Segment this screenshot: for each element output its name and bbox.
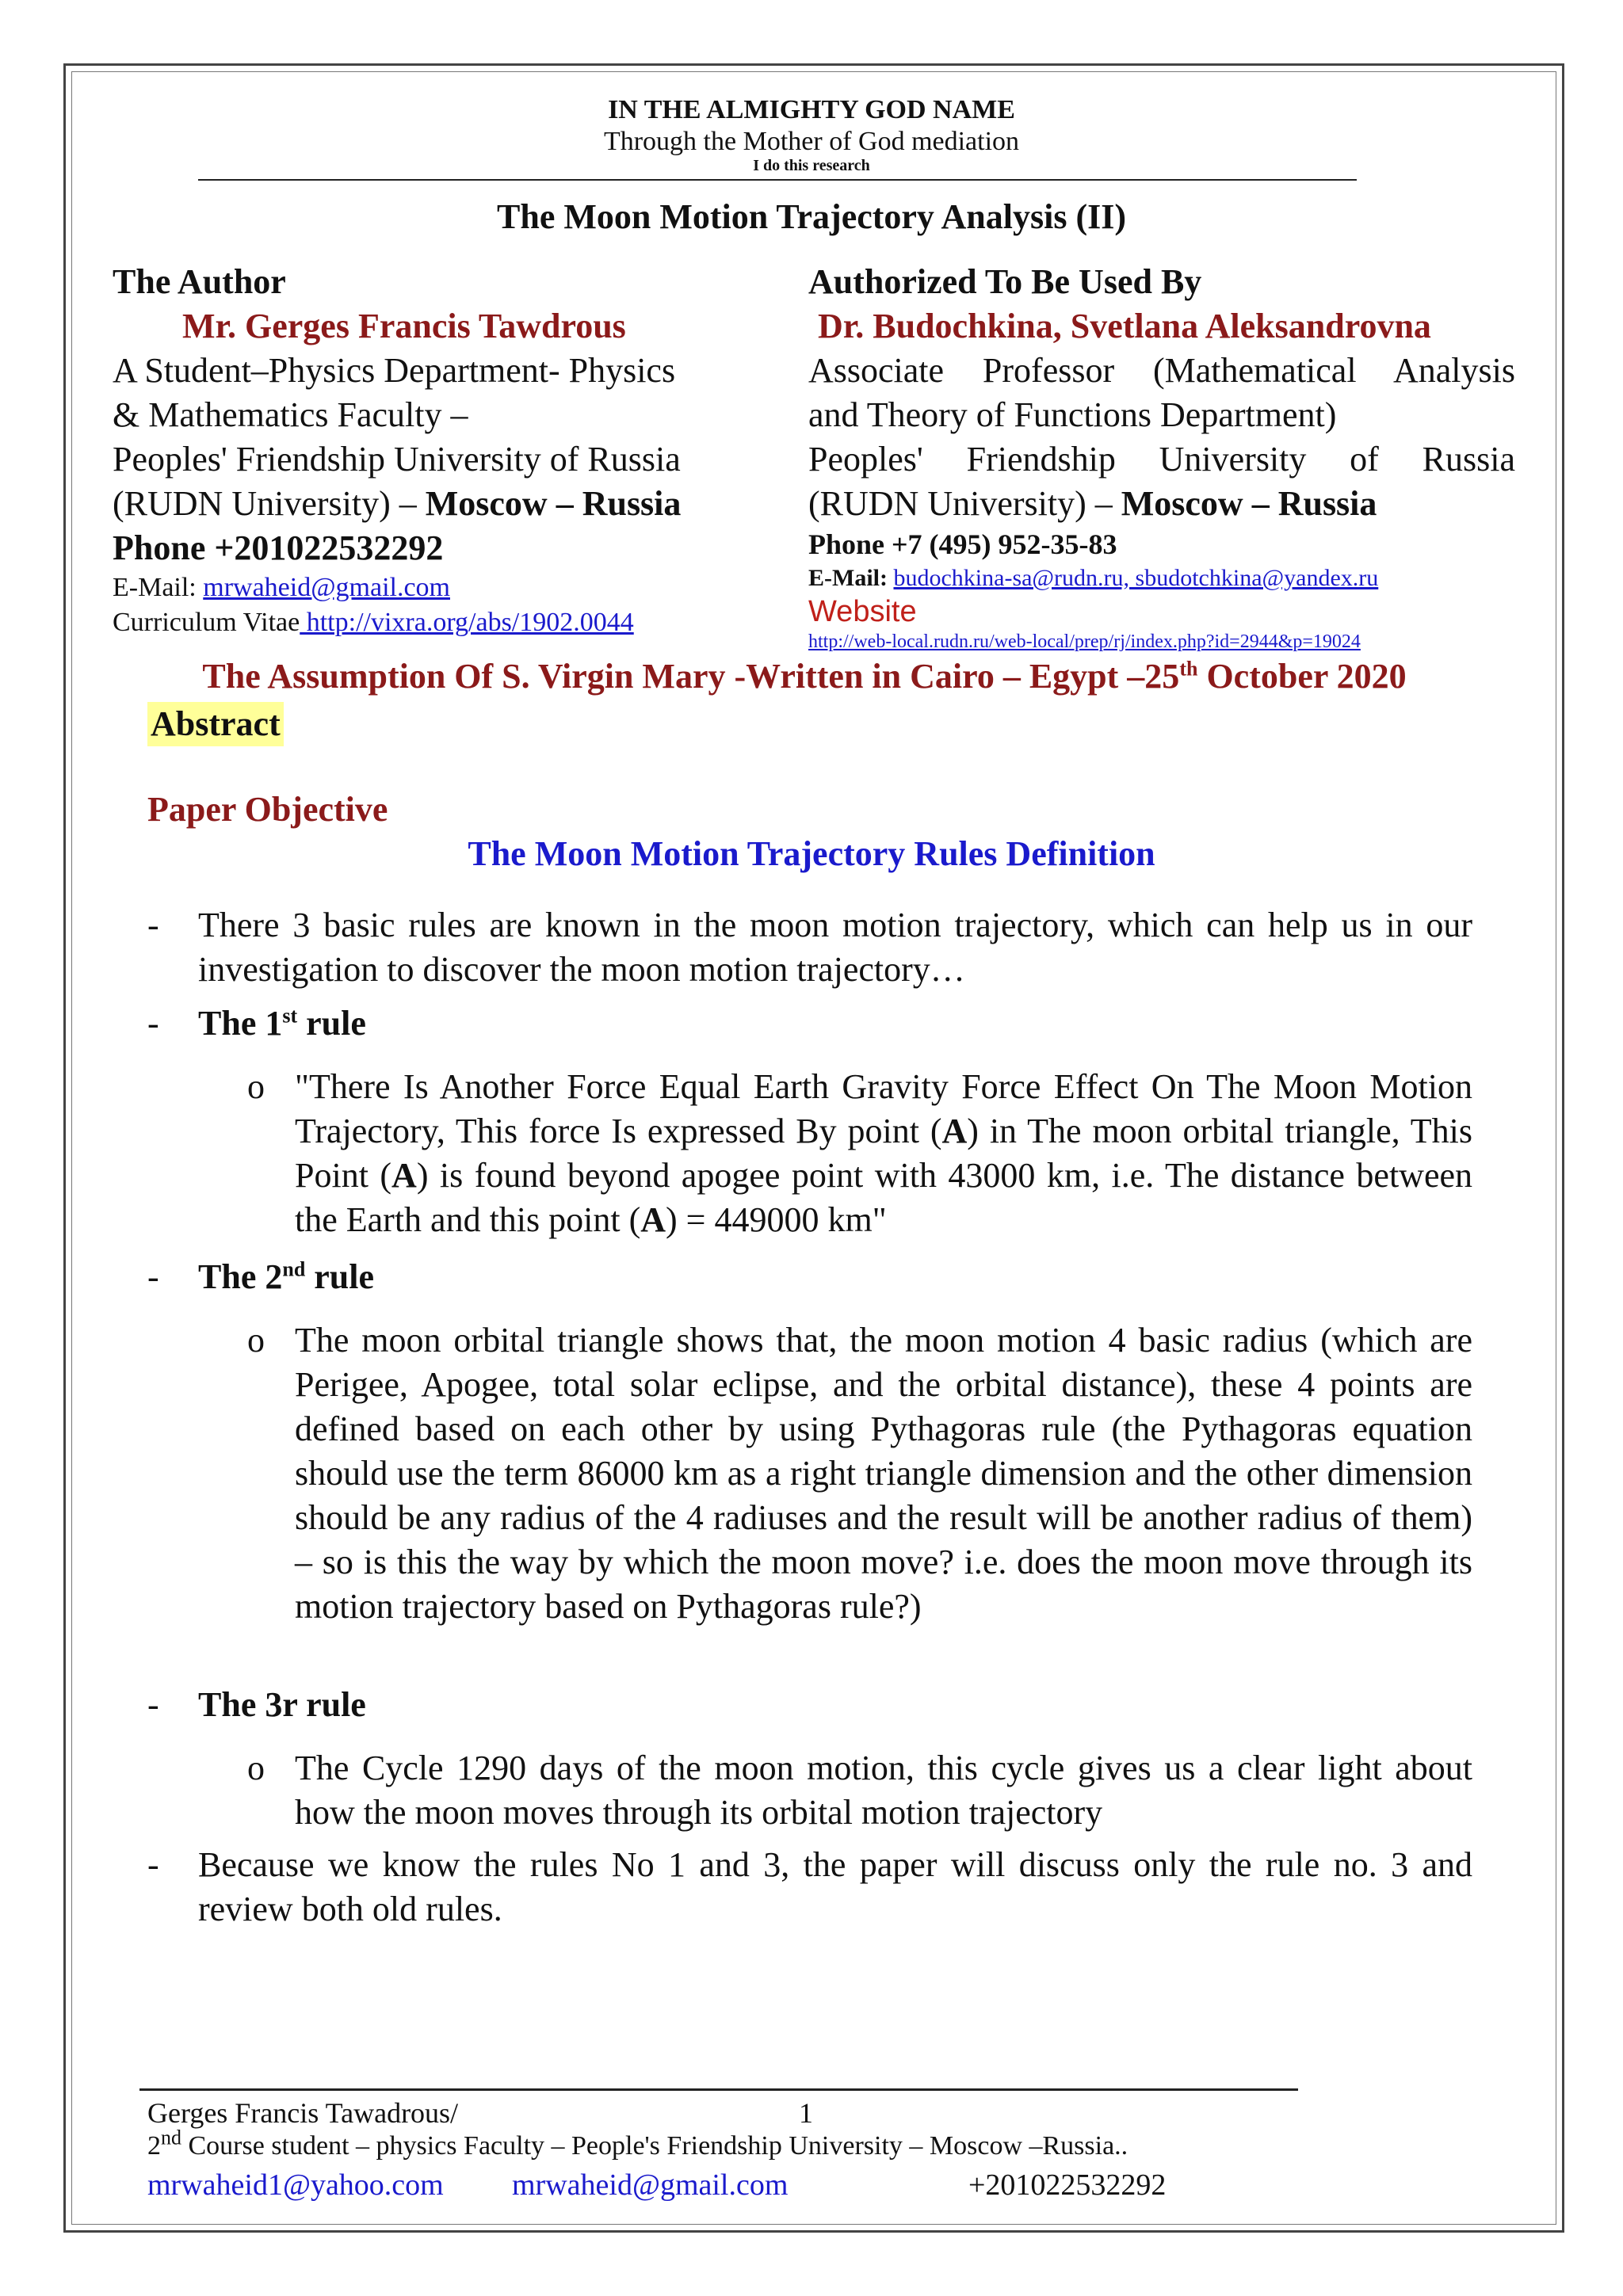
author-city: Moscow – Russia: [425, 484, 682, 523]
list-item-rule3: [147, 1683, 1472, 1727]
authorized-affiliation-3: Peoples' Friendship University of Russia: [808, 440, 1515, 479]
authorized-name: Dr. Budochkina, Svetlana Aleksandrovna: [818, 307, 1431, 345]
dateline-sup: th: [1179, 657, 1198, 681]
list-item-closing: [147, 1843, 1472, 1932]
footer-author: Gerges Francis Tawadrous/: [147, 2097, 459, 2129]
rule3-text: The Cycle 1290 days of the moon motion, this cycle gives us a clear light about how the moon moves through its orbital motion trajectory: [295, 1749, 1472, 1832]
paper-title: The Moon Motion Trajectory Analysis (II): [497, 197, 1126, 236]
footer-course-number: 2: [147, 2131, 161, 2161]
author-email-link[interactable]: mrwaheid@gmail.com: [203, 573, 450, 602]
authorized-affiliation-4: [808, 482, 1515, 526]
rule1-text-part: ) is found beyond apogee point with 43000 km, i.e. The distance between the Earth and this point (: [295, 1156, 1473, 1239]
rule2-heading: [198, 1255, 1472, 1299]
objective-heading: Paper Objective: [147, 790, 388, 829]
dash-marker: -: [147, 906, 159, 944]
rule1-text: [295, 1065, 1472, 1242]
header-dedication: IN THE ALMIGHTY GOD NAME: [608, 95, 1015, 124]
author-email-label: E-Mail:: [113, 573, 204, 602]
bullet-marker: o: [247, 1067, 265, 1106]
dateline-month-year: October 2020: [1197, 657, 1407, 696]
author-affiliation-2: & Mathematics Faculty –: [113, 395, 468, 434]
rule3-bullet: [147, 1746, 1472, 1835]
authorized-website-link[interactable]: http://web-local.rudn.ru/web-local/prep/rj/index.php?id=2944&p=19024: [808, 631, 1361, 652]
bullet-marker: o: [247, 1749, 265, 1787]
rule1-heading: [198, 1001, 1472, 1046]
header-research-note: I do this research: [753, 157, 870, 174]
point-a-label: A: [391, 1156, 417, 1195]
author-affiliation-1: A Student–Physics Department- Physics: [113, 351, 676, 390]
footer-course-sup: nd: [161, 2126, 181, 2149]
rule1-text-part: ) = 449000 km": [666, 1200, 887, 1239]
author-cv-label: Curriculum Vitae: [113, 608, 300, 637]
rule2-heading-rule: rule: [305, 1257, 375, 1296]
footer-course: [147, 2126, 1128, 2161]
author-affiliation-3: Peoples' Friendship University of Russia: [113, 440, 681, 479]
footer-divider: [139, 2088, 1298, 2091]
author-name: Mr. Gerges Francis Tawdrous: [182, 307, 626, 345]
header-mediation: Through the Mother of God mediation: [603, 127, 1020, 156]
footer-email-2[interactable]: mrwaheid@gmail.com: [512, 2168, 789, 2202]
rule3-heading: The 3r rule: [198, 1685, 366, 1724]
header-divider: [198, 179, 1357, 181]
rule2-text: The moon orbital triangle shows that, the moon motion 4 basic radius (which are Perigee, Apogee, total solar eclipse, and the orbital distance), these 4 points are defined based on each other by using Pythagoras rule (the Pythagoras equation should use the term 86000 km as a right triangle dimension and the other dimension should be any radius of the 4 radiuses and the result will be another radius of them) – so is this the way by which the moon move? i.e. does the moon move through its motion trajectory based on Pythagoras rule?): [295, 1321, 1472, 1626]
intro-text: There 3 basic rules are known in the moon motion trajectory, which can help us in our investigation to discover the moon motion trajectory…: [198, 906, 1472, 989]
bullet-marker: o: [247, 1321, 265, 1360]
author-university: (RUDN University) –: [113, 484, 426, 523]
authorized-email-line: [808, 563, 1515, 594]
dateline-text: The Assumption Of S. Virgin Mary -Written in Cairo – Egypt –25: [202, 657, 1180, 696]
list-item-intro: [147, 903, 1472, 992]
rule1-text-part: ) in The moon orbital triangle, This Point (: [295, 1112, 1472, 1195]
dash-marker: -: [147, 1004, 159, 1043]
authorized-block: [808, 260, 1515, 654]
point-a-label: A: [640, 1200, 666, 1239]
dateline: [111, 656, 1498, 696]
point-a-label: A: [941, 1112, 968, 1150]
footer-page-number: 1: [799, 2097, 813, 2129]
rule1-heading-text: The 1: [198, 1004, 283, 1043]
footer-email-1[interactable]: mrwaheid1@yahoo.com: [147, 2168, 444, 2202]
dash-marker: -: [147, 1685, 159, 1724]
author-heading: The Author: [113, 262, 286, 301]
dash-marker: -: [147, 1845, 159, 1884]
rules-subtitle: The Moon Motion Trajectory Rules Definition: [468, 834, 1155, 873]
rule2-sup: nd: [282, 1257, 306, 1281]
footer-phone: +201022532292: [968, 2168, 1167, 2202]
abstract-heading: Abstract: [147, 702, 284, 746]
authorized-university: (RUDN University) –: [808, 484, 1121, 523]
authorized-affiliation-2: and Theory of Functions Department): [808, 395, 1337, 434]
authorized-website-label: Website: [808, 595, 917, 628]
list-item-rule1: [147, 1001, 1472, 1046]
rule1-sup: st: [282, 1004, 298, 1028]
authorized-email-label: E-Mail:: [808, 565, 894, 591]
author-block: [113, 260, 747, 640]
footer-course-text: Course student – physics Faculty – People's Friendship University – Moscow –Russia..: [181, 2131, 1128, 2161]
rule2-bullet: [147, 1318, 1472, 1629]
author-cv-line: [113, 605, 747, 640]
authorized-city: Moscow – Russia: [1121, 484, 1377, 523]
list-item-rule2: [147, 1255, 1472, 1299]
authorized-phone: Phone +7 (495) 952-35-83: [808, 528, 1117, 560]
closing-text: Because we know the rules No 1 and 3, the paper will discuss only the rule no. 3 and review both old rules.: [198, 1845, 1472, 1928]
rule1-text-part: "There Is Another Force Equal Earth Gravity Force Effect On The Moon Motion Trajectory, This force Is expressed By point (: [295, 1067, 1472, 1150]
author-phone: Phone +201022532292: [113, 528, 444, 567]
rule1-bullet: [147, 1065, 1472, 1242]
author-cv-link[interactable]: http://vixra.org/abs/1902.0044: [300, 608, 634, 637]
authorized-heading: Authorized To Be Used By: [808, 262, 1202, 301]
dash-marker: -: [147, 1257, 159, 1296]
authorized-email-link[interactable]: budochkina-sa@rudn.ru, sbudotchkina@yandex.ru: [893, 565, 1379, 591]
authorized-affiliation-1: Associate Professor (Mathematical Analysis: [808, 351, 1515, 390]
author-email-line: [113, 570, 747, 605]
author-affiliation-4: [113, 482, 747, 526]
rule2-heading-text: The 2: [198, 1257, 283, 1296]
rule1-heading-rule: rule: [297, 1004, 366, 1043]
